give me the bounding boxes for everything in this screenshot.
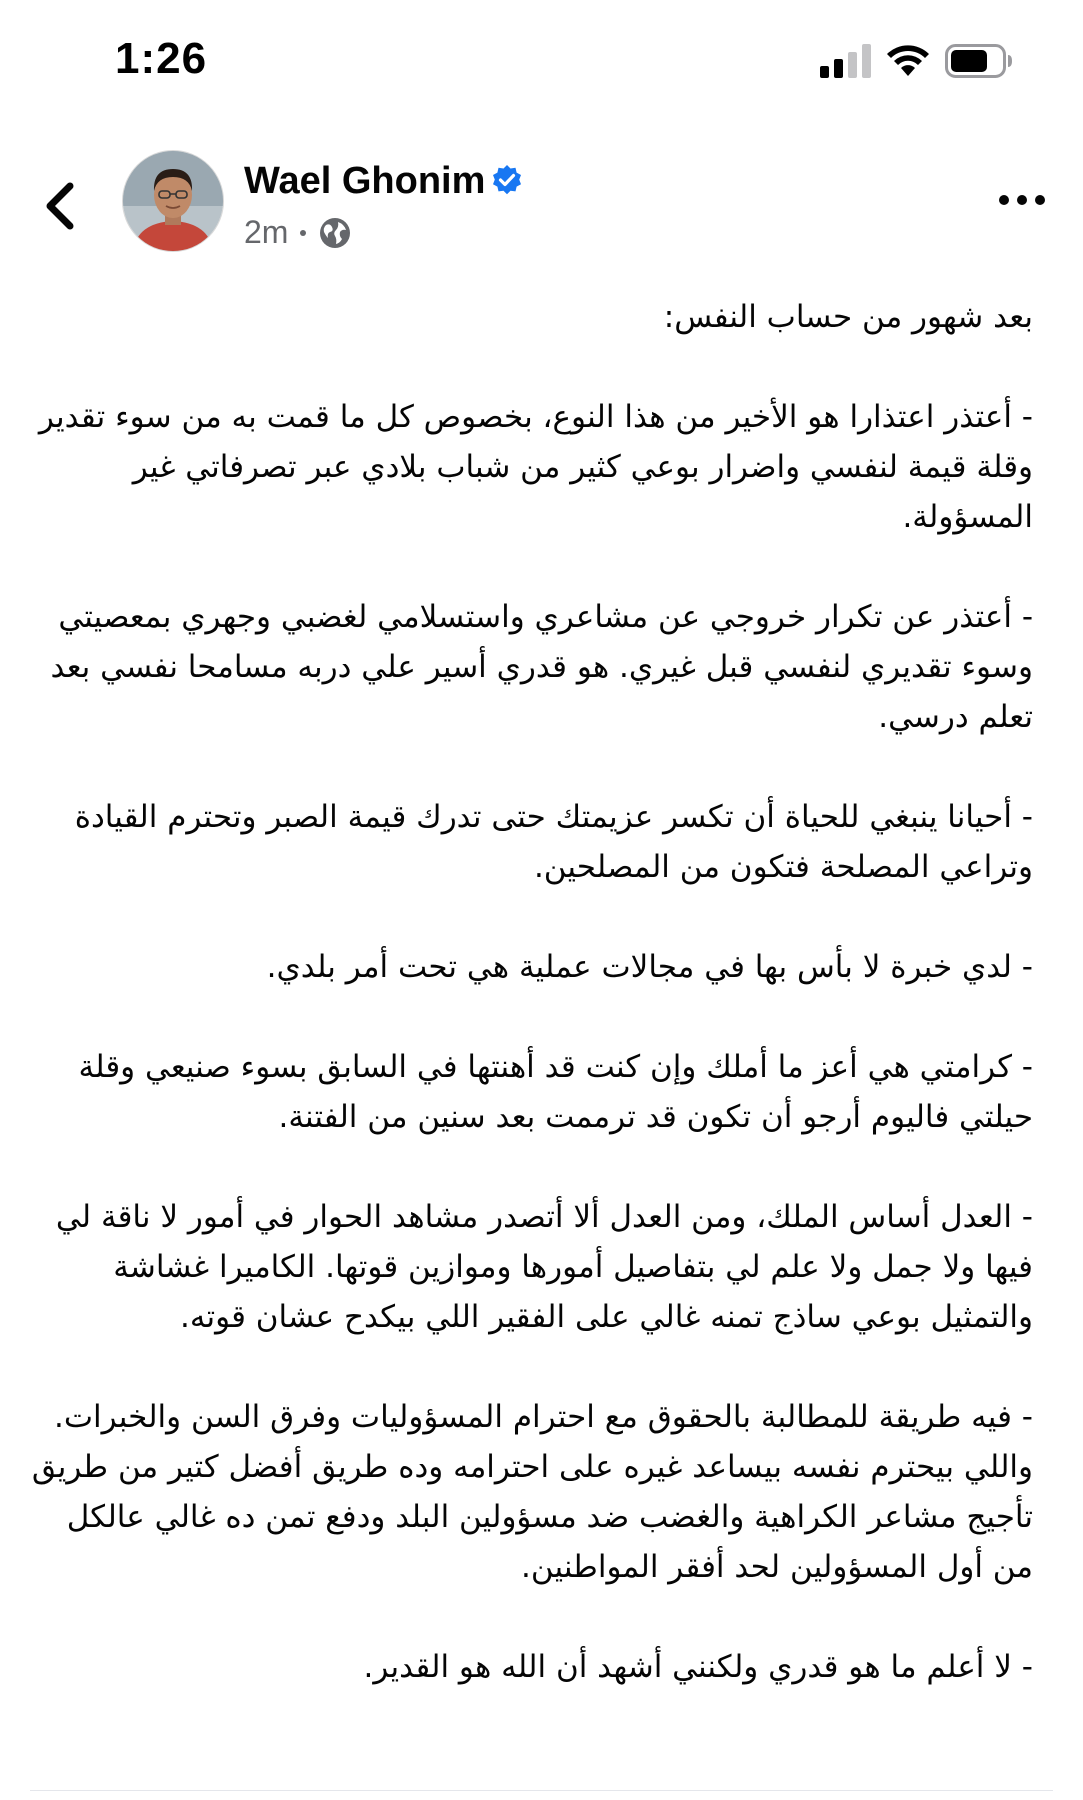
bottom-divider <box>30 1790 1053 1791</box>
post-header <box>0 140 1083 270</box>
post-paragraph: - أحيانا ينبغي للحياة أن تكسر عزيمتك حتى تدرك قيمة الصبر وتحترم القيادة وتراعي المصلحة فتكون من المصلحين. <box>74 799 1033 885</box>
post-paragraph: - لا أعلم ما هو قدري ولكنني أشهد أن الله هو القدير. <box>363 1649 1033 1685</box>
post-paragraph: - أعتذر عن تكرار خروجي عن مشاعري واستسلامي لغضبي وجهري بمعصيتي وسوء تقديري لنفسي قبل غيري. هو قدري أسير علي دربه مسامحا نفسي بعد تعلم درسي. <box>50 599 1033 735</box>
more-options-icon[interactable] <box>998 190 1046 210</box>
status-time: 1:26 <box>115 34 208 83</box>
post-paragraph: - كرامتي هي أعز ما أملك وإن كنت قد أهنتها في السابق بسوء صنيعي وقلة حيلتي فاليوم أرجو أن تكون قد ترممت بعد سنين من الفتنة. <box>78 1049 1033 1135</box>
avatar-portrait-icon <box>123 151 223 251</box>
globe-icon[interactable] <box>318 216 352 250</box>
status-bar <box>0 0 1083 120</box>
post-paragraph-intro: بعد شهور من حساب النفس: <box>663 299 1033 335</box>
author-name[interactable]: Wael Ghonim <box>244 160 486 202</box>
verified-badge-icon <box>490 164 524 198</box>
post-body <box>30 292 1053 1742</box>
post-paragraph: - أعتذر اعتذارا هو الأخير من هذا النوع، بخصوص كل ما قمت به من سوء تقدير وقلة قيمة لنفسي واضرار بوعي كثير من شباب بلادي عبر تصرفاتي غير المسؤولة. <box>38 399 1033 535</box>
wifi-icon <box>886 42 930 78</box>
battery-icon <box>945 44 1013 78</box>
back-arrow-icon[interactable] <box>36 176 88 236</box>
post-paragraph: - العدل أساس الملك، ومن العدل ألا أتصدر مشاهد الحوار في أمور لا ناقة لي فيها ولا جمل ولا علم لي بتفاصيل أمورها وموازين قوتها. الكاميرا غشاشة والتمثيل بوعي ساذج تمنه غالي على الفقير اللي بيكدح عشان قوته. <box>55 1199 1033 1335</box>
cellular-signal-icon <box>820 44 872 78</box>
post-paragraph: - فيه طريقة للمطالبة بالحقوق مع احترام المسؤوليات وفرق السن والخبرات. واللي بيحترم نفسه بيساعد غيره على احترامه وده طريق أفضل كتير من طريق تأجيج مشاعر الكراهية والغضب ضد مسؤولين البلد ودفع تمن ده غالي عالكل من أول المسؤولين لحد أفقر المواطنين. <box>31 1399 1033 1585</box>
post-timestamp[interactable]: 2m <box>244 214 289 250</box>
post-paragraph: - لدي خبرة لا بأس بها في مجالات عملية هي تحت أمر بلدي. <box>266 949 1033 985</box>
meta-separator-dot <box>300 230 306 236</box>
author-avatar[interactable] <box>122 150 224 252</box>
